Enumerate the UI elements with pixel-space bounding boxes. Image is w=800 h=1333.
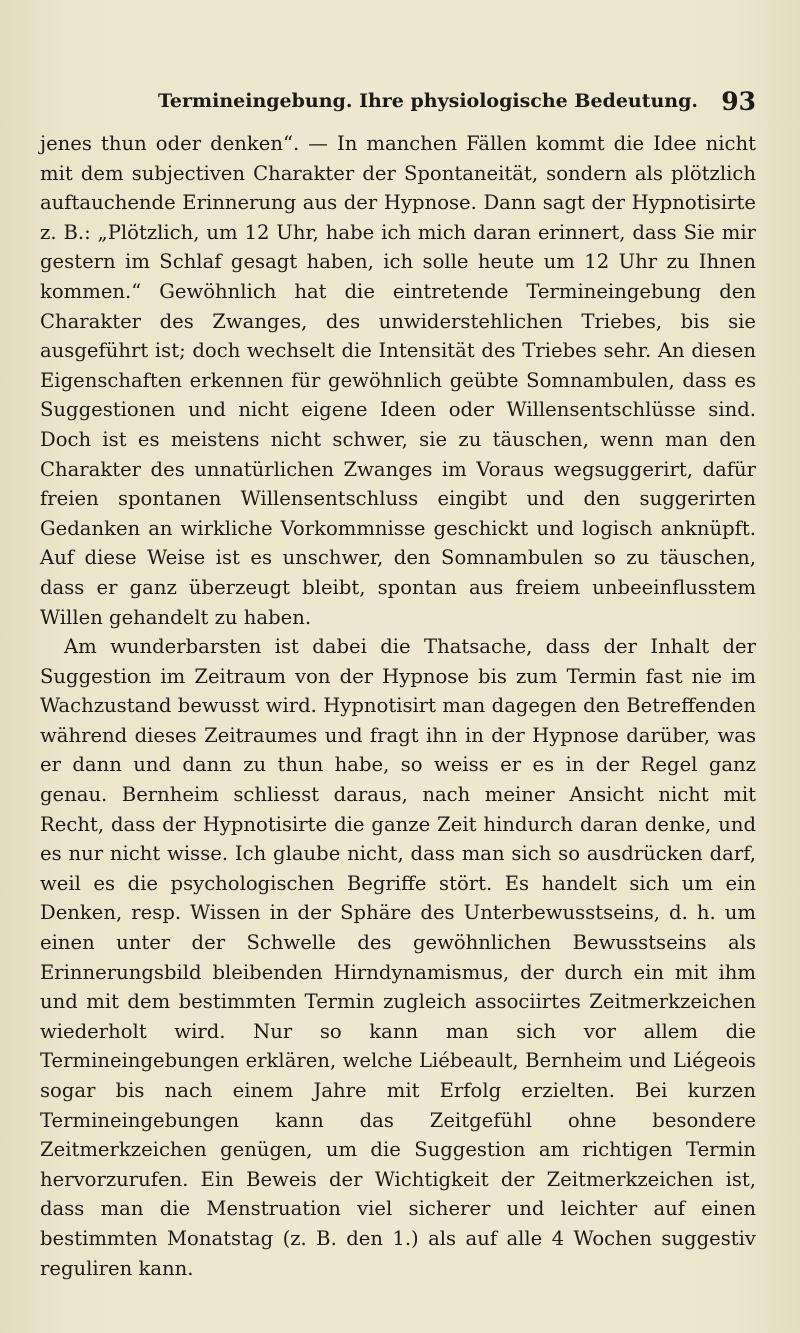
paragraph-1: jenes thun oder denken“. — In manchen Fällen kommt die Idee nicht mit dem subjectiven Charakter der Spontaneität, sondern als plötzlich auftauchende Erinnerung aus der Hypnose. Dann sagt der Hypnotisirte z. B.: „Plötzlich, um 12 Uhr, habe ich mich daran erinnert, dass Sie mir gestern im Schlaf gesagt haben, ich solle heute um 12 Uhr zu Ihnen kommen.“ Gewöhnlich hat die eintretende Termineingebung den Charakter des Zwanges, des unwiderstehlichen Triebes, bis sie ausgeführt ist; doch wechselt die Intensität des Triebes sehr. An diesen Eigenschaften erkennen für gewöhnlich geübte Somnambulen, dass es Suggestionen und nicht eigene Ideen oder Willensentschlüsse sind. Doch ist es meistens nicht schwer, sie zu täuschen, wenn man den Charakter des unnatürlichen Zwanges im Voraus wegsuggerirt, dafür freien spontanen Willensentschluss eingibt und den suggerirten Gedanken an wirkliche Vorkommnisse geschickt und logisch anknüpft. Auf diese Weise ist es unschwer, den Somnambulen so zu täuschen, dass er ganz überzeugt bleibt, spontan aus freiem unbeeinflusstem Willen gehandelt zu haben. [40,132,756,629]
page-number: 93 [721,87,756,116]
paragraph-2: Am wunderbarsten ist dabei die Thatsache, dass der Inhalt der Suggestion im Zeitraum von der Hypnose bis zum Termin fast nie im Wachzustand bewusst wird. Hypnotisirt man dagegen den Betreffenden während dieses Zeitraumes und fragt ihn in der Hypnose darüber, was er dann und dann zu thun habe, so weiss er es in der Regel ganz genau. Bernheim schliesst daraus, nach meiner Ansicht nicht mit Recht, dass der Hypnotisirte die ganze Zeit hindurch daran denke, und es nur nicht wisse. Ich glaube nicht, dass man sich so ausdrücken darf, weil es die psychologischen Begriffe stört. Es handelt sich um ein Denken, resp. Wissen in der Sphäre des Unterbewusstseins, d. h. um einen unter der Schwelle des gewöhnlichen Bewusstseins als Erinnerungsbild bleibenden Hirndynamismus, der durch ein mit ihm und mit dem bestimmten Termin zugleich associirtes Zeitmerkzeichen wiederholt wird. Nur so kann man sich vor allem die Termineingebungen erklären, welche Liébeault, Bernheim und Liégeois sogar bis nach einem Jahre mit Erfolg erzielten. Bei kurzen Termineingebungen kann das Zeitgefühl ohne besondere Zeitmerkzeichen genügen, um die Suggestion am richtigen Termin hervorzurufen. Ein Beweis der Wichtigkeit der Zeitmerkzeichen ist, dass man die Menstruation viel sicherer und leichter auf einen bestimmten Monatstag (z. B. den 1.) als auf alle 4 Wochen suggestiv reguliren kann. [40,635,756,1280]
body-text [40,129,756,1283]
running-header [40,87,756,120]
running-title: Termineingebung. Ihre physiologische Bedeutung. [157,90,699,112]
